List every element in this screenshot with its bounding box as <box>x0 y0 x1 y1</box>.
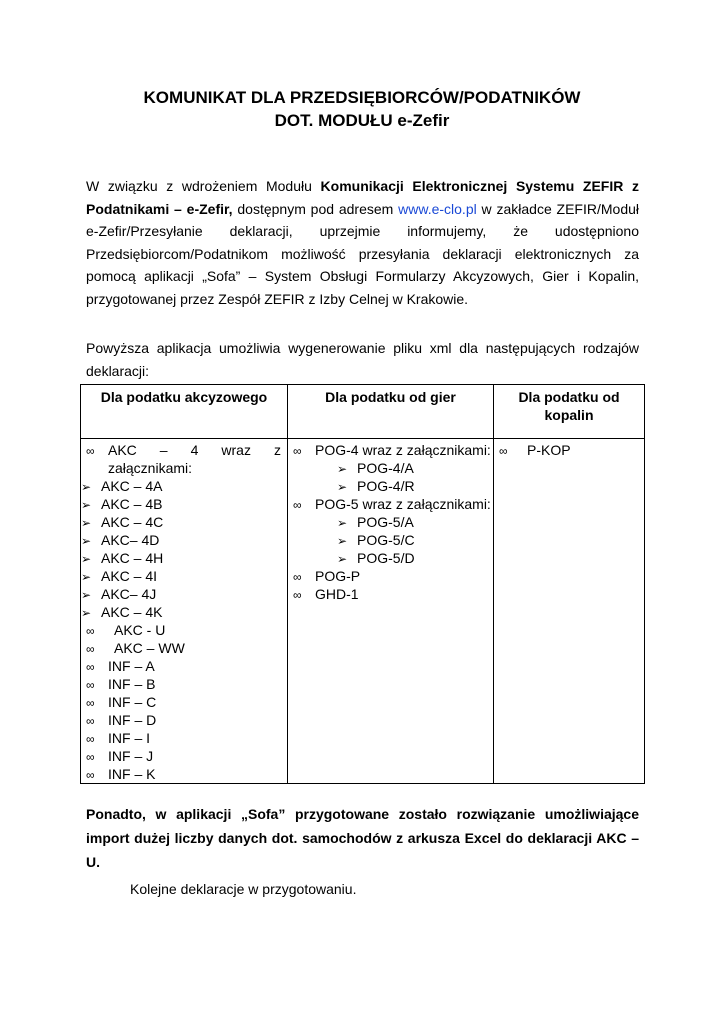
intro-paragraph <box>86 175 639 310</box>
list-item <box>81 639 287 657</box>
sub-item-label: POG-5/C <box>357 532 415 548</box>
footer-paragraph <box>130 878 530 901</box>
infinity-bullet-icon: ∞ <box>86 768 95 782</box>
sub-list-item <box>288 513 493 531</box>
list-item <box>288 441 493 459</box>
sub-item-label: AKC – 4B <box>101 496 163 512</box>
arrow-bullet-icon: ➢ <box>81 498 92 512</box>
arrow-bullet-icon: ➢ <box>81 552 92 566</box>
list-item <box>288 495 493 513</box>
sub-list-item <box>288 531 493 549</box>
sub-item-label: POG-5/A <box>357 514 414 530</box>
infinity-bullet-icon: ∞ <box>86 642 95 656</box>
infinity-bullet-icon: ∞ <box>86 732 95 746</box>
intro-text-c: dostępnym pod adresem <box>232 200 399 217</box>
akc4-text: AKC – 4 wraz z <box>108 442 281 458</box>
sub-list-item <box>81 567 287 585</box>
minerals-column <box>494 439 645 784</box>
infinity-bullet-icon: ∞ <box>293 588 302 602</box>
intro-paragraph-2 <box>86 337 639 382</box>
eclo-link[interactable]: www.e-clo.pl <box>398 200 477 217</box>
header-excise: Dla podatku akcyzowego <box>81 385 288 439</box>
infinity-bullet-icon: ∞ <box>86 714 95 728</box>
infinity-bullet-icon: ∞ <box>86 624 95 638</box>
sub-list-item <box>81 531 287 549</box>
infinity-bullet-icon: ∞ <box>86 660 95 674</box>
arrow-bullet-icon: ➢ <box>337 462 348 476</box>
sub-list-item <box>81 495 287 513</box>
sub-item-label: AKC– 4D <box>101 532 160 548</box>
sub-item-label: AKC – 4K <box>101 604 163 620</box>
list-item <box>81 621 287 639</box>
note-paragraph <box>86 802 639 874</box>
sub-item-label: POG-5/D <box>357 550 415 566</box>
document-title-line-1: KOMUNIKAT DLA PRZEDSIĘBIORCÓW/PODATNIKÓW <box>143 88 581 107</box>
infinity-bullet-icon: ∞ <box>86 444 95 458</box>
pog5-text: POG-5 wraz z załącznikami: <box>315 496 491 512</box>
sub-list-item <box>81 585 287 603</box>
list-item <box>81 657 287 675</box>
list-item <box>81 441 287 459</box>
header-games: Dla podatku od gier <box>288 385 494 439</box>
sub-list-item <box>288 477 493 495</box>
item-label: INF – D <box>108 712 157 728</box>
sub-item-label: POG-4/A <box>357 460 414 476</box>
akc4-text-cont: załącznikami: <box>108 460 193 476</box>
intro-text-a: W związku z wdrożeniem Modułu <box>86 178 321 194</box>
item-label: INF – K <box>108 766 156 782</box>
arrow-bullet-icon: ➢ <box>337 516 348 530</box>
list-item <box>81 675 287 693</box>
infinity-bullet-icon: ∞ <box>499 444 508 458</box>
arrow-bullet-icon: ➢ <box>337 480 348 494</box>
list-item <box>81 693 287 711</box>
sub-item-label: AKC – 4C <box>101 514 164 530</box>
games-column <box>288 439 494 784</box>
table-body-row <box>81 439 645 784</box>
item-label: INF – J <box>108 748 154 764</box>
list-item <box>81 747 287 765</box>
item-label: AKC - U <box>114 622 166 638</box>
sub-list-item <box>288 459 493 477</box>
pog4-text: POG-4 wraz z załącznikami: <box>315 442 491 458</box>
infinity-bullet-icon: ∞ <box>86 678 95 692</box>
sub-list-item <box>81 513 287 531</box>
item-label: INF – A <box>108 658 155 674</box>
infinity-bullet-icon: ∞ <box>86 750 95 764</box>
item-label: POG-P <box>315 568 361 584</box>
sub-item-label: POG-4/R <box>357 478 415 494</box>
arrow-bullet-icon: ➢ <box>81 480 92 494</box>
excise-column <box>81 439 288 784</box>
infinity-bullet-icon: ∞ <box>293 444 302 458</box>
arrow-bullet-icon: ➢ <box>81 588 92 602</box>
list-item <box>81 765 287 783</box>
list-item <box>81 711 287 729</box>
item-label: P-KOP <box>527 442 571 458</box>
arrow-bullet-icon: ➢ <box>81 516 92 530</box>
infinity-bullet-icon: ∞ <box>293 498 302 512</box>
arrow-bullet-icon: ➢ <box>81 606 92 620</box>
infinity-bullet-icon: ∞ <box>86 696 95 710</box>
arrow-bullet-icon: ➢ <box>337 552 348 566</box>
sub-list-item <box>81 603 287 621</box>
list-item <box>81 729 287 747</box>
item-label: GHD-1 <box>315 586 359 602</box>
sub-item-label: AKC – 4A <box>101 478 163 494</box>
list-item <box>288 585 493 603</box>
sub-item-label: AKC – 4I <box>101 568 158 584</box>
intro-text-bold: Komunikacji Elektronicznej Systemu ZEFIR z Podatnikami – e-Zefir, <box>86 178 639 217</box>
sub-item-label: AKC – 4H <box>101 550 164 566</box>
item-label: INF – I <box>108 730 151 746</box>
note-text: Ponadto, w aplikacji „Sofa” przygotowane zostało rozwiązanie umożliwiające import dużej liczby danych dot. samochodów z arkusza Excel do deklaracji AKC –U. <box>86 806 639 870</box>
footer-text: Kolejne deklaracje w przygotowaniu. <box>130 881 357 897</box>
declarations-table <box>80 384 645 784</box>
header-minerals: Dla podatku od kopalin <box>494 385 645 439</box>
intro-text-d: w zakładce ZEFIR/Moduł e-Zefir/Przesyłanie deklaracji, uprzejmie informujemy, że udostępniono Przedsiębiorcom/Podatnikom możliwość przesyłania deklaracji elektronicznych za pomocą aplikacji „Sofa” – System Obsługi Formularzy Akcyzowych, Gier i Kopalin, przygotowanej przez Zespół ZEFIR z Izby Celnej w Krakowie. <box>86 200 640 307</box>
infinity-bullet-icon: ∞ <box>293 570 302 584</box>
list-item <box>288 567 493 585</box>
intro-text-p2: Powyższa aplikacja umożliwia wygenerowanie pliku xml dla następujących rodzajów deklaracji: <box>86 340 639 379</box>
sub-list-item <box>81 549 287 567</box>
sub-item-label: AKC– 4J <box>101 586 157 602</box>
document-title-line-2: DOT. MODUŁU e-Zefir <box>274 111 450 130</box>
arrow-bullet-icon: ➢ <box>81 570 92 584</box>
table-header-row <box>81 385 645 439</box>
arrow-bullet-icon: ➢ <box>81 534 92 548</box>
item-label: INF – C <box>108 694 157 710</box>
arrow-bullet-icon: ➢ <box>337 534 348 548</box>
sub-list-item <box>288 549 493 567</box>
list-item <box>494 441 644 459</box>
item-label: AKC – WW <box>114 640 185 656</box>
sub-list-item <box>81 477 287 495</box>
item-label: INF – B <box>108 676 156 692</box>
